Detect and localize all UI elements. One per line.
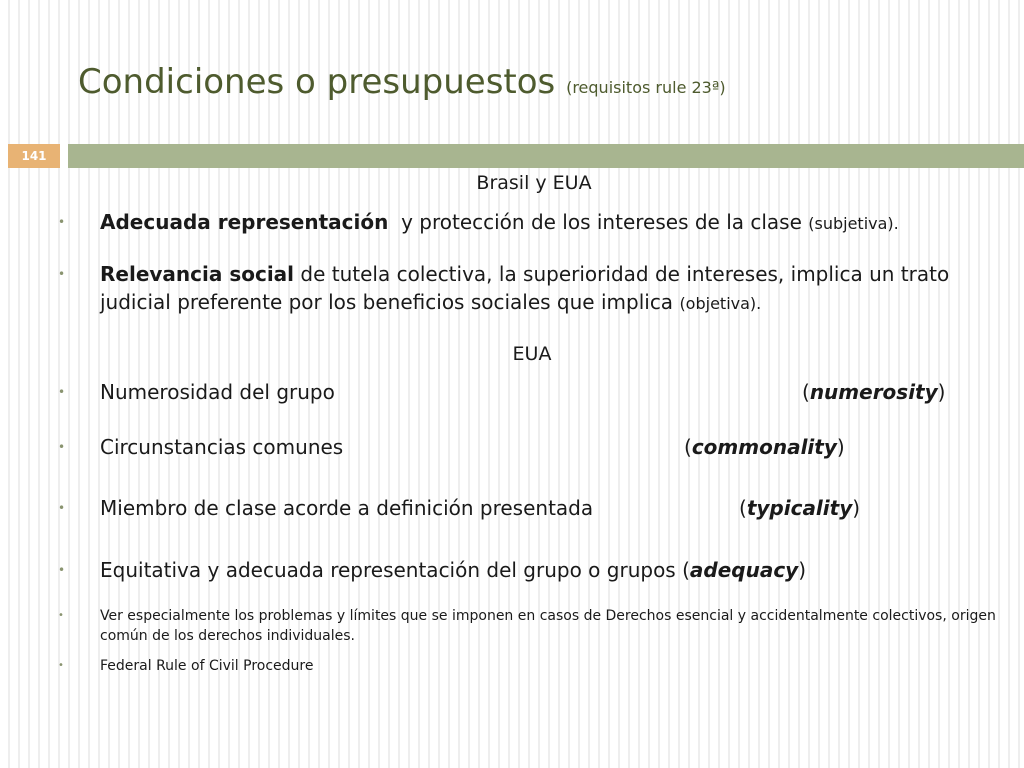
tag-term: typicality — [746, 496, 853, 520]
bullet-icon: • — [58, 385, 66, 399]
list-item-adecuada-representacion — [56, 208, 996, 238]
list-item-text: Circunstancias comunes — [100, 435, 344, 459]
tag-open-paren: ( — [739, 496, 747, 520]
section-heading-brasil-eua: Brasil y EUA — [476, 172, 592, 194]
page-number: 141 — [21, 149, 47, 163]
slide-title-subtitle: (requisitos rule 23ª) — [566, 78, 726, 97]
tag-term: adequacy — [689, 558, 799, 582]
tag-open-paren: ( — [802, 380, 810, 404]
list-item-text: Miembro de clase acorde a definición presentada — [100, 496, 594, 520]
term-bold: Adecuada representación — [100, 210, 389, 234]
list-item-federal-rule — [56, 656, 996, 676]
tag-close-paren: ) — [836, 435, 845, 459]
bullet-icon: • — [58, 660, 64, 671]
slide-title — [78, 62, 726, 102]
tag-term: numerosity — [809, 380, 938, 404]
list-item-text: Numerosidad del grupo — [100, 380, 335, 404]
bullet-icon: • — [58, 267, 66, 281]
tag-close-paren: ) — [937, 380, 946, 404]
slide-title-main: Condiciones o presupuestos — [78, 62, 556, 102]
term-qualifier: (subjetiva). — [808, 214, 899, 233]
header-accent-band — [68, 144, 1024, 168]
list-item-text — [100, 208, 996, 238]
bullet-icon: • — [58, 501, 66, 515]
tag-close-paren: ) — [798, 558, 807, 582]
bullet-icon: • — [58, 563, 66, 577]
section-heading-eua: EUA — [512, 343, 552, 365]
list-item-body: Equitativa y adecuada representación del grupo o grupos ( — [100, 558, 690, 582]
list-item-relevancia-social — [56, 260, 996, 318]
list-item-note-derechos — [56, 606, 996, 646]
bullet-icon: • — [58, 440, 66, 454]
bullet-icon: • — [58, 215, 66, 229]
list-item-text: Ver especialmente los problemas y límites que se imponen en casos de Derechos esencial y accidentalmente colectivos, origen común de los derechos individuales. — [100, 608, 996, 644]
term-description: y protección de los intereses de la clase — [388, 210, 809, 234]
term-tag-typicality — [739, 494, 860, 522]
tag-term: commonality — [691, 435, 837, 459]
tag-open-paren: ( — [684, 435, 692, 459]
term-bold: Relevancia social — [100, 262, 295, 286]
tag-close-paren: ) — [852, 496, 861, 520]
term-qualifier: (objetiva). — [679, 294, 762, 313]
list-item-text — [100, 556, 996, 584]
list-item-equitativa — [56, 556, 996, 584]
list-item-text — [100, 260, 996, 318]
page-number-badge — [8, 144, 60, 168]
list-item-circunstancias — [56, 433, 996, 461]
term-tag-numerosity — [802, 378, 945, 406]
term-description: de tutela colectiva, la superioridad de intereses, implica un trato judicial preferente por los beneficios sociales que implica — [100, 262, 950, 314]
bullet-icon: • — [58, 610, 64, 621]
term-tag-commonality — [684, 433, 845, 461]
list-item-text: Federal Rule of Civil Procedure — [100, 658, 314, 674]
